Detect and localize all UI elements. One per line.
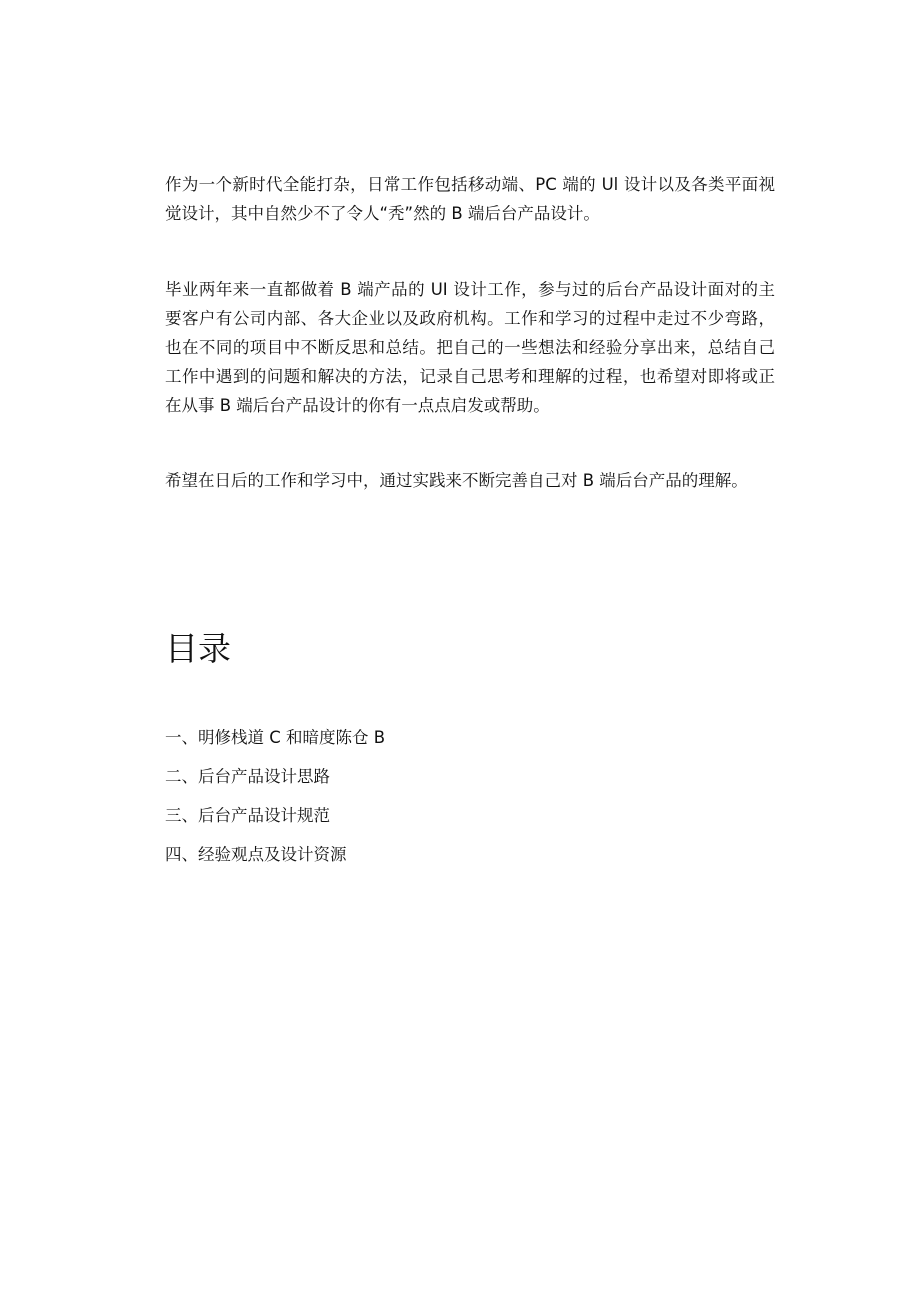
intro-paragraph-2: 毕业两年来一直都做着 B 端产品的 UI 设计工作，参与过的后台产品设计面对的主要客户有公司内部、各大企业以及政府机构。工作和学习的过程中走过不少弯路，也在不同的项目中不断反思和总结。把自己的一些想法和经验分享出来，总结自己工作中遇到的问题和解决的方法，记录自己思考和理解的过程，也希望对即将或正在从事 B 端后台产品设计的你有一点点启发或帮助。: [165, 280, 775, 415]
intro-paragraph-1: 作为一个新时代全能打杂，日常工作包括移动端、PC 端的 Ul 设计以及各类平面视觉设计，其中自然少不了令人“秃”然的 B 端后台产品设计。: [165, 175, 775, 223]
intro-section: [165, 170, 775, 495]
intro-paragraph-3: 希望在日后的工作和学习中，通过实践来不断完善自己对 B 端后台产品的理解。: [165, 471, 748, 490]
toc-list: [165, 718, 385, 874]
toc-title: 目录: [165, 629, 231, 668]
toc-item-4: 四、经验观点及设计资源: [165, 845, 347, 864]
toc-item-1: 一、明修栈道 C 和暗度陈仓 B: [165, 728, 386, 747]
toc-item-2: 二、后台产品设计思路: [165, 767, 330, 786]
toc-item-3: 三、后台产品设计规范: [165, 806, 330, 825]
